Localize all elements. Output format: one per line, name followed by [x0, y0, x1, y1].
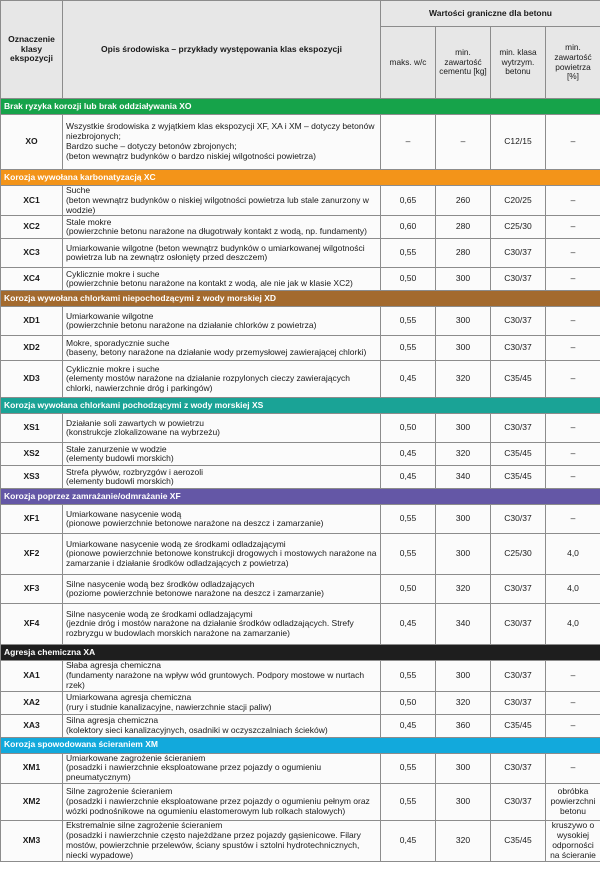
exposure-class-code: XS3: [1, 466, 63, 489]
environment-description: [63, 307, 381, 336]
min-cement-value: 300: [436, 661, 491, 691]
min-strength-class-value: C30/37: [491, 753, 546, 783]
description-line: Cyklicznie mokre i suche: [66, 363, 160, 374]
min-strength-class-value: C35/45: [491, 443, 546, 466]
description-line: Ekstremalnie silne zagrożenie ścieraniem: [66, 820, 223, 831]
description-line: Silna agresja chemiczna: [66, 714, 159, 725]
min-cement-value: 300: [436, 505, 491, 534]
environment-description: [63, 575, 381, 604]
description-line: Mokre, sporadycznie suche: [66, 337, 170, 348]
header-min-air: min. zawartość powietrza [%]: [546, 27, 600, 99]
environment-description: [63, 466, 381, 489]
max-wc-value: 0,50: [381, 414, 436, 443]
min-cement-value: 260: [436, 186, 491, 216]
exposure-class-code: XD1: [1, 307, 63, 336]
description-line: Wszystkie środowiska z wyjątkiem klas ekspozycji XF, XA i XM – dotyczy betonów niezbrojonych;: [66, 121, 375, 142]
min-cement-value: 300: [436, 534, 491, 575]
environment-description: [63, 239, 381, 268]
environment-description: [63, 505, 381, 534]
exposure-class-code: XC4: [1, 268, 63, 291]
min-strength-class-value: C30/37: [491, 783, 546, 820]
min-air-content-value: –: [546, 753, 600, 783]
min-air-content-value: –: [546, 661, 600, 691]
table-row: [1, 575, 600, 604]
section-title: Korozja wywołana chlorkami pochodzącymi z wody morskiej XS: [1, 398, 600, 414]
table-row: [1, 336, 600, 361]
max-wc-value: 0,50: [381, 575, 436, 604]
exposure-class-code: XF3: [1, 575, 63, 604]
table-row: [1, 307, 600, 336]
min-cement-value: 300: [436, 753, 491, 783]
header-min-class: min. klasa wytrzym. betonu: [491, 27, 546, 99]
max-wc-value: 0,55: [381, 307, 436, 336]
table-row: [1, 115, 600, 170]
exposure-class-code: XC1: [1, 186, 63, 216]
min-strength-class-value: C30/37: [491, 414, 546, 443]
max-wc-value: 0,55: [381, 783, 436, 820]
description-line: Stale mokre: [66, 216, 112, 227]
description-line: (baseny, betony narażone na działanie wody przemysłowej zawierającej chlorki): [66, 347, 367, 358]
environment-description: [63, 443, 381, 466]
environment-description: [63, 661, 381, 691]
exposure-class-code: XA3: [1, 714, 63, 737]
description-line: (beton wewnątrz budynków o bardzo niskiej wilgotności powietrza): [66, 150, 316, 161]
min-cement-value: 300: [436, 307, 491, 336]
description-line: Silne nasycenie wodą ze środkami odladzającymi: [66, 608, 253, 619]
environment-description: [63, 336, 381, 361]
min-air-content-value: –: [546, 186, 600, 216]
exposure-class-code: XF1: [1, 505, 63, 534]
table-row: [1, 753, 600, 783]
description-line: (powierzchnie betonu narażone na kontakt z wodą, ale nie jak w klasie XC2): [66, 278, 353, 289]
section-title: Agresja chemiczna XA: [1, 645, 600, 661]
max-wc-value: 0,55: [381, 505, 436, 534]
exposure-class-code: XA1: [1, 661, 63, 691]
min-strength-class-value: C30/37: [491, 691, 546, 714]
max-wc-value: 0,50: [381, 268, 436, 291]
section-title: Korozja poprzez zamrażanie/odmrażanie XF: [1, 489, 600, 505]
description-line: (powierzchnie betonu narażone na działanie chlorków z powietrza): [66, 320, 317, 331]
max-wc-value: 0,55: [381, 336, 436, 361]
description-line: Silne nasycenie wodą bez środków odladzających: [66, 578, 255, 589]
min-cement-value: 300: [436, 414, 491, 443]
table-row: [1, 239, 600, 268]
max-wc-value: 0,60: [381, 216, 436, 239]
environment-description: [63, 714, 381, 737]
min-cement-value: 300: [436, 783, 491, 820]
exposure-class-code: XM3: [1, 820, 63, 861]
environment-description: [63, 361, 381, 398]
min-cement-value: 280: [436, 239, 491, 268]
environment-description: [63, 691, 381, 714]
table-row: [1, 186, 600, 216]
description-line: (powierzchnie betonu narażone na długotrwały kontakt z wodą, np. fundamenty): [66, 226, 367, 237]
description-line: (fundamenty narażone na wpływ wód gruntowych. Podpory mostowe w nurtach rzek): [66, 670, 365, 690]
table-row: [1, 505, 600, 534]
min-strength-class-value: C25/30: [491, 534, 546, 575]
environment-description: [63, 186, 381, 216]
min-strength-class-value: C30/37: [491, 268, 546, 291]
min-air-content-value: –: [546, 505, 600, 534]
max-wc-value: 0,55: [381, 239, 436, 268]
max-wc-value: 0,45: [381, 820, 436, 861]
table-row: [1, 443, 600, 466]
min-air-content-value: 4,0: [546, 575, 600, 604]
max-wc-value: –: [381, 115, 436, 170]
min-strength-class-value: C30/37: [491, 307, 546, 336]
description-line: (elementy budowli morskich): [66, 476, 174, 487]
min-cement-value: 340: [436, 604, 491, 645]
min-strength-class-value: C35/45: [491, 466, 546, 489]
min-air-content-value: –: [546, 216, 600, 239]
description-line: Umiarkowane nasycenie wodą: [66, 508, 182, 519]
section-title: Korozja wywołana chlorkami niepochodzącymi z wody morskiej XD: [1, 291, 600, 307]
description-line: Umiarkowanie wilgotne (beton wewnątrz budynków o umiarkowanej wilgotności powietrza lub na zewnątrz osłonięty przed deszczem): [66, 242, 365, 263]
min-cement-value: 300: [436, 268, 491, 291]
min-cement-value: 300: [436, 336, 491, 361]
table-row: [1, 691, 600, 714]
max-wc-value: 0,55: [381, 661, 436, 691]
environment-description: [63, 783, 381, 820]
description-line: Cyklicznie mokre i suche: [66, 268, 160, 279]
environment-description: [63, 216, 381, 239]
description-line: (posadzki i nawierzchnie eksploatowane przez pojazdy o ogumieniu pełnym oraz wózki podnośnikowe na ogumieniu elastomerowym lub rolkach stalowych): [66, 796, 370, 816]
table-row: [1, 216, 600, 239]
max-wc-value: 0,45: [381, 466, 436, 489]
min-strength-class-value: C35/45: [491, 361, 546, 398]
description-line: (beton wewnątrz budynków o niskiej wilgotności powietrza lub stale zanurzony w wodzie): [66, 194, 369, 215]
header-min-cement: min. zawartość cementu [kg]: [436, 27, 491, 99]
max-wc-value: 0,55: [381, 753, 436, 783]
exposure-class-code: XD3: [1, 361, 63, 398]
max-wc-value: 0,45: [381, 604, 436, 645]
min-cement-value: 320: [436, 820, 491, 861]
description-line: (elementy budowli morskich): [66, 453, 174, 464]
environment-description: [63, 268, 381, 291]
min-strength-class-value: C20/25: [491, 186, 546, 216]
min-air-content-value: –: [546, 239, 600, 268]
header-description: Opis środowiska – przykłady występowania klas ekspozycji: [63, 1, 381, 99]
exposure-class-code: XM2: [1, 783, 63, 820]
table-row: [1, 466, 600, 489]
min-air-content-value: –: [546, 466, 600, 489]
exposure-class-code: XO: [1, 115, 63, 170]
min-air-content-value: kruszywo o wysokiej odporności na ścieranie: [546, 820, 600, 861]
environment-description: [63, 820, 381, 861]
header-code: Oznaczenie klasy ekspozycji: [1, 1, 63, 99]
min-strength-class-value: C35/45: [491, 820, 546, 861]
exposure-class-code: XF4: [1, 604, 63, 645]
min-strength-class-value: C30/37: [491, 575, 546, 604]
description-line: (posadzki i nawierzchnie eksploatowane przez pojazdy o ogumieniu pneumatycznym): [66, 762, 322, 783]
min-strength-class-value: C30/37: [491, 336, 546, 361]
description-line: (posadzki i nawierzchnie często najeżdżane przez pojazdy gąsienicowe. Filary mostów, powierzchnie przelewów, ściany spustów i sztolni hydrotechnicznych, niecki wypadowe): [66, 830, 361, 860]
min-air-content-value: –: [546, 361, 600, 398]
max-wc-value: 0,45: [381, 361, 436, 398]
description-line: (konstrukcje zlokalizowane na wybrzeżu): [66, 427, 221, 438]
description-line: (kolektory sieci kanalizacyjnych, osadniki w oczyszczalniach ścieków): [66, 724, 328, 735]
min-strength-class-value: C30/37: [491, 505, 546, 534]
min-cement-value: 280: [436, 216, 491, 239]
description-line: (rury i studnie kanalizacyjne, nawierzchnie stacji paliw): [66, 701, 272, 712]
exposure-class-code: XD2: [1, 336, 63, 361]
min-cement-value: 360: [436, 714, 491, 737]
min-strength-class-value: C30/37: [491, 239, 546, 268]
environment-description: [63, 604, 381, 645]
environment-description: [63, 753, 381, 783]
table-row: [1, 414, 600, 443]
description-line: Suche: [66, 185, 91, 195]
min-cement-value: 320: [436, 575, 491, 604]
min-strength-class-value: C35/45: [491, 714, 546, 737]
exposure-class-code: XA2: [1, 691, 63, 714]
description-line: Umiarkowana agresja chemiczna: [66, 691, 192, 702]
table-row: [1, 534, 600, 575]
min-air-content-value: –: [546, 414, 600, 443]
description-line: Umiarkowane nasycenie wodą ze środkami odladzającymi: [66, 538, 286, 549]
table-row: [1, 820, 600, 861]
description-line: Stałe zanurzenie w wodzie: [66, 443, 167, 454]
section-title: Brak ryzyka korozji lub brak oddziaływania XO: [1, 99, 600, 115]
header-max-wc: maks. w/c: [381, 27, 436, 99]
min-air-content-value: –: [546, 268, 600, 291]
description-line: Umiarkowane zagrożenie ścieraniem: [66, 752, 206, 763]
max-wc-value: 0,50: [381, 691, 436, 714]
max-wc-value: 0,45: [381, 714, 436, 737]
environment-description: [63, 414, 381, 443]
min-air-content-value: –: [546, 691, 600, 714]
table-row: [1, 604, 600, 645]
min-air-content-value: –: [546, 714, 600, 737]
description-line: Słaba agresja chemiczna: [66, 660, 161, 671]
description-line: (pionowe powierzchnie betonowe konstrukcji drogowych i mostowych narażone na zamarzanie i działanie środków odladzających z powietrza): [66, 548, 377, 569]
min-strength-class-value: C30/37: [491, 604, 546, 645]
table-row: [1, 268, 600, 291]
min-air-content-value: –: [546, 115, 600, 170]
min-air-content-value: obróbka powierzchni betonu: [546, 783, 600, 820]
description-line: Silne zagrożenie ścieraniem: [66, 786, 173, 797]
exposure-class-code: XF2: [1, 534, 63, 575]
header-limit-values: Wartości graniczne dla betonu: [381, 1, 600, 27]
description-line: (poziome powierzchnie betonowe narażone na deszcz i zamarzanie): [66, 588, 324, 599]
min-air-content-value: 4,0: [546, 534, 600, 575]
exposure-class-code: XS1: [1, 414, 63, 443]
min-cement-value: 320: [436, 443, 491, 466]
min-air-content-value: –: [546, 443, 600, 466]
min-air-content-value: –: [546, 336, 600, 361]
min-cement-value: 320: [436, 691, 491, 714]
max-wc-value: 0,55: [381, 534, 436, 575]
description-line: (jezdnie dróg i mostów narażone na działanie środków odladzających. Strefy rozbryzgu w budowlach morskich narażone na zamarzanie): [66, 618, 354, 639]
description-line: Umiarkowanie wilgotne: [66, 310, 154, 321]
environment-description: [63, 115, 381, 170]
table-row: [1, 661, 600, 691]
min-strength-class-value: C25/30: [491, 216, 546, 239]
min-air-content-value: 4,0: [546, 604, 600, 645]
min-cement-value: 340: [436, 466, 491, 489]
table-row: [1, 714, 600, 737]
min-cement-value: –: [436, 115, 491, 170]
description-line: Działanie soli zawartych w powietrzu: [66, 417, 204, 428]
min-strength-class-value: C30/37: [491, 661, 546, 691]
section-title: Korozja wywołana karbonatyzacją XC: [1, 170, 600, 186]
max-wc-value: 0,65: [381, 186, 436, 216]
min-cement-value: 320: [436, 361, 491, 398]
max-wc-value: 0,45: [381, 443, 436, 466]
description-line: (elementy mostów narażone na działanie rozpylonych cieczy zawierających chlorki, nawierzchnie dróg i parkingów): [66, 373, 350, 394]
section-title: Korozja spowodowana ścieraniem XM: [1, 737, 600, 753]
min-air-content-value: –: [546, 307, 600, 336]
table-row: [1, 783, 600, 820]
exposure-class-code: XC3: [1, 239, 63, 268]
description-line: (pionowe powierzchnie betonowe narażone na deszcz i zamarzanie): [66, 518, 324, 529]
description-line: Strefa pływów, rozbryzgów i aerozoli: [66, 466, 204, 477]
environment-description: [63, 534, 381, 575]
description-line: Bardzo suche – dotyczy betonów zbrojonych;: [66, 141, 237, 151]
min-strength-class-value: C12/15: [491, 115, 546, 170]
table-row: [1, 361, 600, 398]
exposure-class-code: XC2: [1, 216, 63, 239]
exposure-class-code: XS2: [1, 443, 63, 466]
exposure-class-code: XM1: [1, 753, 63, 783]
